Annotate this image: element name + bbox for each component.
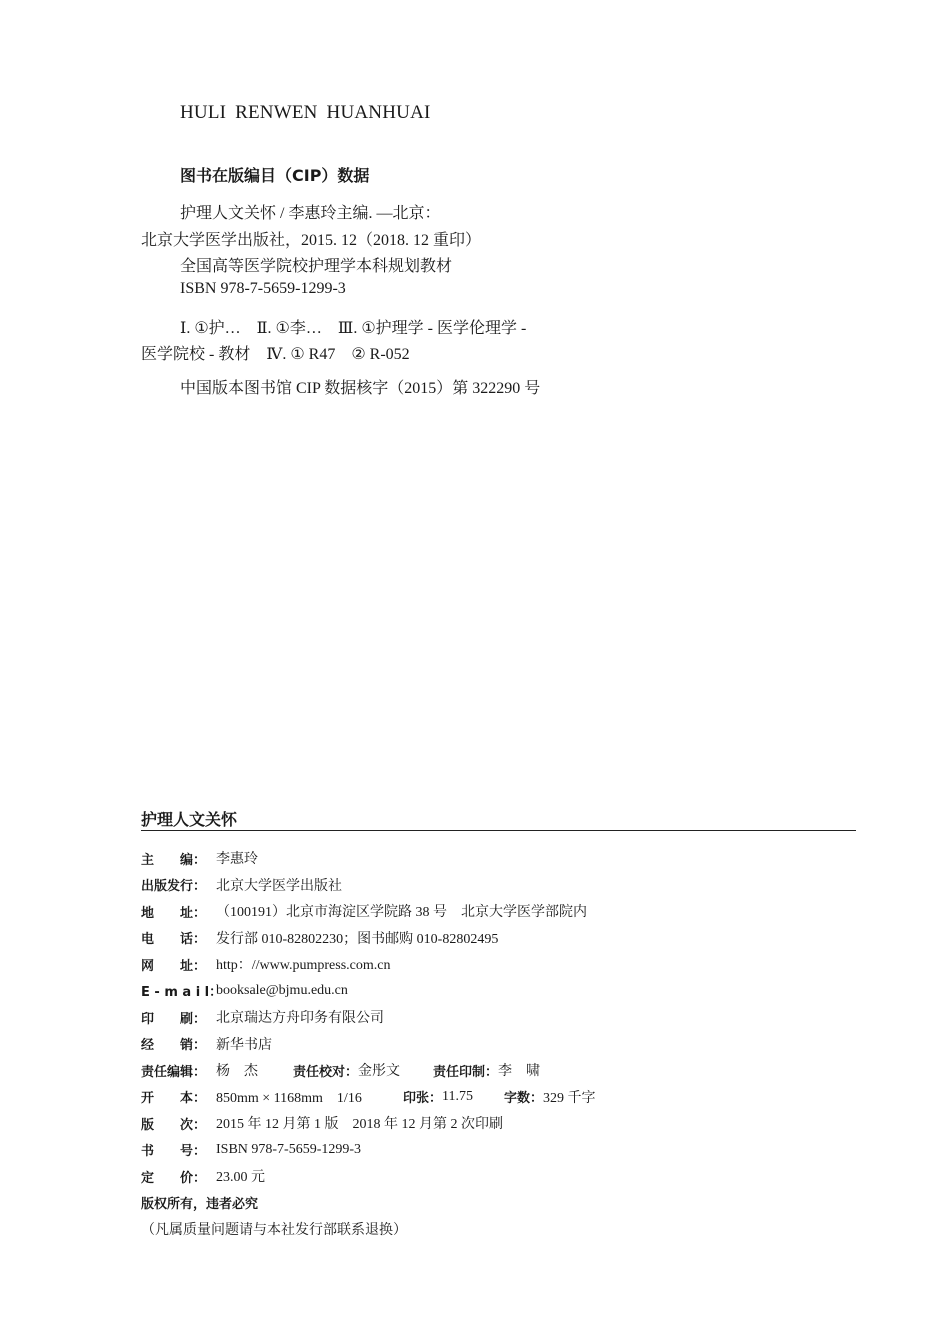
isbn-label: 书 号： xyxy=(141,1144,207,1160)
edition-value: 2015 年 12 月第 1 版 2018 年 12 月第 2 次印刷 xyxy=(216,1117,503,1133)
distributor-value: 新华书店 xyxy=(216,1037,272,1053)
staff-proofreader-label: 责任校对： xyxy=(293,1064,359,1080)
website-label: 网 址： xyxy=(141,958,207,974)
editor-value: 李惠玲 xyxy=(216,852,258,868)
staff-editor-label: 责任编辑： xyxy=(141,1064,207,1080)
info-row-distributor xyxy=(141,1031,596,1058)
address-label: 地 址： xyxy=(141,905,207,921)
word-count-value: 329 千字 xyxy=(543,1090,596,1106)
sheets-label: 印张： xyxy=(403,1091,443,1107)
edition-label: 版 次： xyxy=(141,1117,207,1133)
cip-line-classification: 医学院校 - 教材 Ⅳ. ① R47 ② R-052 xyxy=(141,346,410,363)
website-value: http：//www.pumpress.com.cn xyxy=(216,958,391,974)
info-row-publisher xyxy=(141,872,596,899)
publication-info xyxy=(141,845,596,1243)
info-row-return-notice xyxy=(141,1216,596,1243)
book-title: 护理人文关怀 xyxy=(141,810,238,829)
title-divider xyxy=(141,830,856,831)
address-value: （100191）北京市海淀区学院路 38 号 北京大学医学部院内 xyxy=(216,905,587,921)
cip-line-isbn: ISBN 978-7-5659-1299-3 xyxy=(180,280,346,297)
cip-line-record-number: 中国版本图书馆 CIP 数据核字（2015）第 322290 号 xyxy=(180,380,541,397)
staff-print-manager-label: 责任印制： xyxy=(433,1064,499,1080)
cip-line-series: 全国高等医学院校护理学本科规划教材 xyxy=(180,258,453,275)
phone-label: 电 话： xyxy=(141,932,207,948)
format-label: 开 本： xyxy=(141,1091,207,1107)
phone-value: 发行部 010-82802230；图书邮购 010-82802495 xyxy=(216,931,499,947)
info-row-address xyxy=(141,898,596,925)
info-row-format xyxy=(141,1084,596,1111)
staff-proofreader-value: 金彤文 xyxy=(358,1064,401,1080)
editor-label: 主 编： xyxy=(141,852,207,868)
cip-line-publisher: 北京大学医学出版社，2015. 12（2018. 12 重印） xyxy=(141,232,482,249)
cip-line-title: 护理人文关怀 / 李惠玲主编. —北京： xyxy=(180,205,441,222)
staff-editor-value: 杨 杰 xyxy=(216,1064,258,1080)
info-row-website xyxy=(141,951,596,978)
price-value: 23.00 元 xyxy=(216,1170,265,1186)
cip-line-subjects: Ⅰ. ①护… Ⅱ. ①李… Ⅲ. ①护理学 - 医学伦理学 - xyxy=(180,320,527,337)
distributor-label: 经 销： xyxy=(141,1038,207,1054)
format-value: 850mm × 1168mm 1/16 xyxy=(216,1090,362,1106)
publisher-label: 出版发行： xyxy=(141,879,207,895)
info-row-price xyxy=(141,1163,596,1190)
info-row-printer xyxy=(141,1004,596,1031)
email-value: booksale@bjmu.edu.cn xyxy=(216,982,348,998)
info-row-isbn xyxy=(141,1137,596,1164)
price-label: 定 价： xyxy=(141,1170,207,1186)
isbn-value: ISBN 978-7-5659-1299-3 xyxy=(216,1141,362,1157)
printer-value: 北京瑞达方舟印务有限公司 xyxy=(216,1011,384,1027)
staff-print-manager-value: 李 啸 xyxy=(498,1064,541,1080)
copyright-notice: 版权所有，违者必究 xyxy=(141,1197,259,1213)
word-count-label: 字数： xyxy=(504,1091,544,1107)
email-label: E - m a i l： xyxy=(141,985,223,1001)
info-row-email xyxy=(141,978,596,1005)
info-row-copyright xyxy=(141,1190,596,1217)
info-row-phone xyxy=(141,925,596,952)
info-row-edition xyxy=(141,1110,596,1137)
info-row-staff xyxy=(141,1057,596,1084)
pinyin-title: HULI RENWEN HUANHUAI xyxy=(180,102,431,123)
printer-label: 印 刷： xyxy=(141,1011,207,1027)
info-row-editor xyxy=(141,845,596,872)
return-notice: （凡属质量问题请与本社发行部联系退换） xyxy=(141,1223,407,1239)
cip-heading: 图书在版编目（CIP）数据 xyxy=(180,166,370,185)
publisher-value: 北京大学医学出版社 xyxy=(216,878,342,894)
sheets-value: 11.75 xyxy=(442,1088,473,1104)
